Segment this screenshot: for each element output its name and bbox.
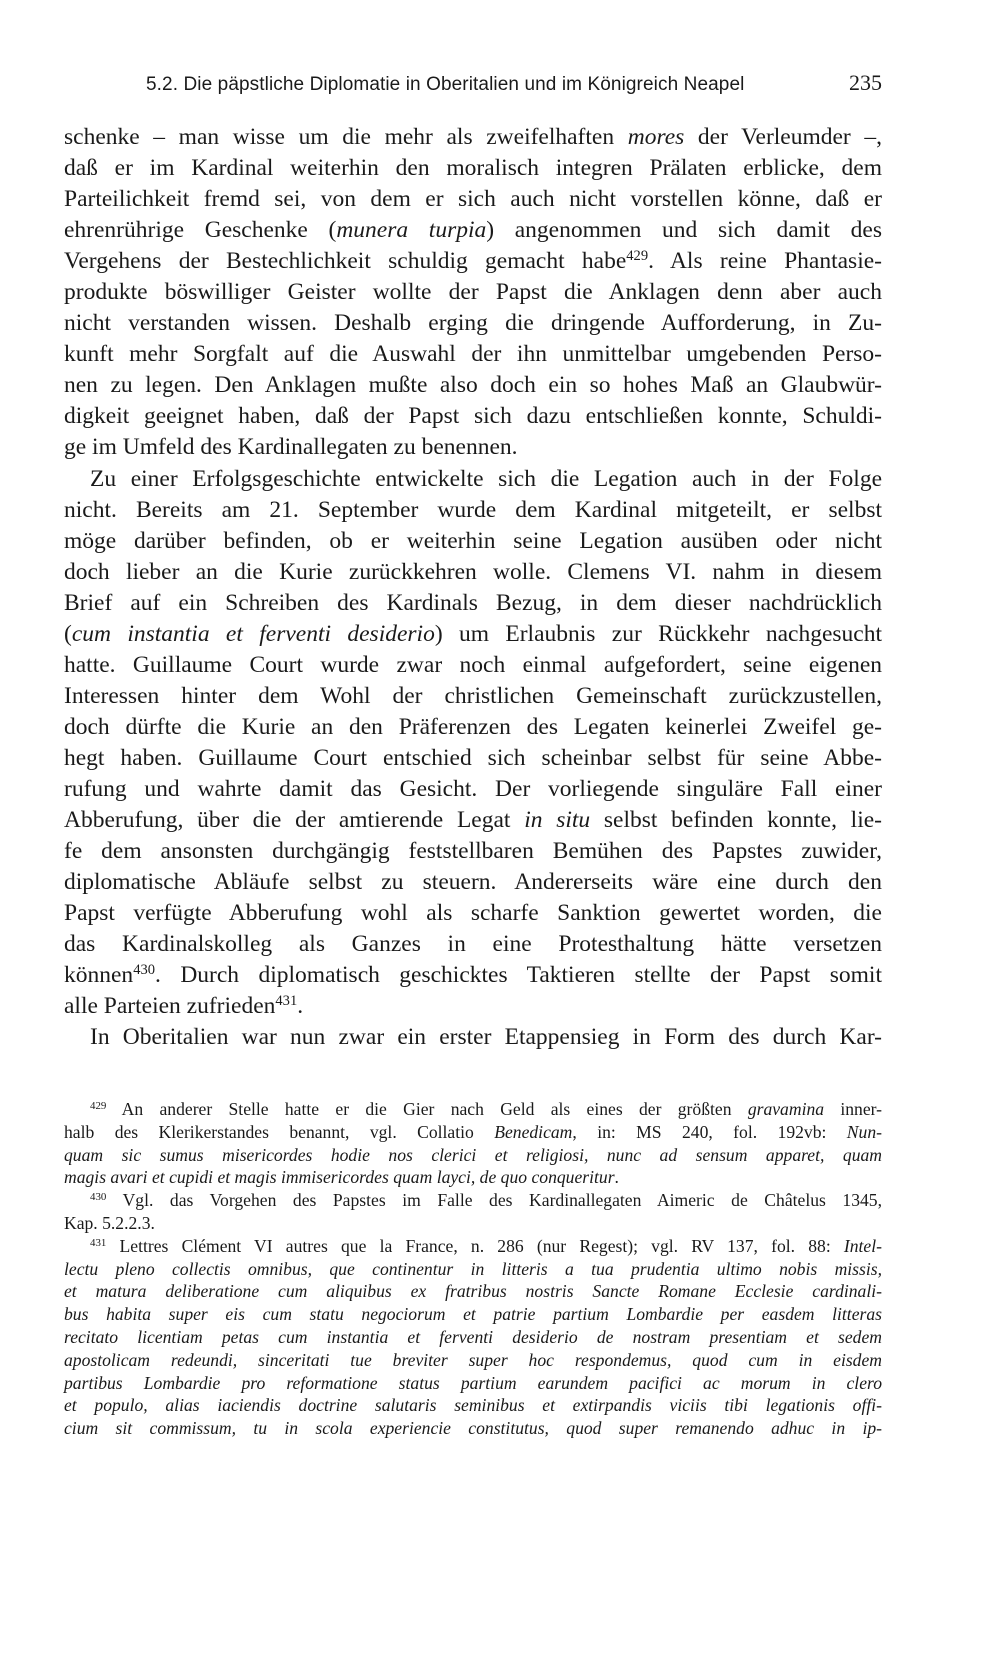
body-line [64, 526, 882, 557]
body-line [64, 557, 882, 588]
italic-text: Intel- [843, 1235, 882, 1256]
text-span: Kap. 5.2.2.3. [64, 1212, 155, 1233]
footnote-line [64, 1166, 882, 1189]
text-span: . Als reine Phantasie- [648, 248, 882, 275]
footnote-line [64, 1212, 882, 1235]
text-span: digkeit geeignet haben, daß der Papst sich dazu entschließen konnte, Schuldi- [64, 403, 882, 430]
text-span: . [614, 1167, 619, 1188]
footnote-marker: 430 [133, 962, 156, 979]
text-span: hatte. Guillaume Court wurde zwar noch einmal aufgefordert, seine eigenen [64, 651, 882, 678]
text-span: Vgl. das Vorgehen des Papstes im Falle des Kardinallegaten Aimeric de Châtelus 1345, [106, 1190, 882, 1211]
body-line [64, 339, 882, 370]
footnote-line [64, 1326, 882, 1349]
italic-text: bus habita super eis cum statu negociorum et patrie partium Lombardie per easdem litteras [64, 1304, 882, 1325]
body-line [64, 432, 882, 463]
text-span: In Oberitalien war nun zwar ein erster Etappensieg in Form des durch Kar- [90, 1024, 882, 1051]
footnote-line [64, 1189, 882, 1212]
body-line [64, 246, 882, 277]
body-line [64, 1022, 882, 1053]
text-span: Lettres Clément VI autres que la France, n. 286 (nur Regest); vgl. RV 137, fol. 88: [106, 1235, 844, 1256]
main-text [64, 122, 882, 1053]
text-span: ( [64, 620, 72, 647]
text-span: der Verleumder –, [684, 124, 883, 150]
text-span: Abberufung, über die der amtierende Legat [64, 807, 525, 834]
body-line [64, 464, 882, 495]
body-line [64, 681, 882, 712]
footnote-line [64, 1235, 882, 1258]
footnote-line [64, 1303, 882, 1326]
text-span: ge im Umfeld des Kardinallegaten zu benennen. [64, 434, 518, 461]
footnote-line [64, 1121, 882, 1144]
text-span: rufung und wahrte damit das Gesicht. Der vorliegende singuläre Fall einer [64, 775, 882, 802]
running-header [146, 66, 882, 106]
page-number: 235 [849, 70, 882, 95]
italic-text: magis avari et cupidi et magis immisericordes quam layci, de quo conqueritur [64, 1167, 615, 1188]
text-span: Parteilichkeit fremd sei, von dem er sich auch nicht vorstellen könne, daß er [64, 186, 882, 213]
italic-text: in situ [524, 807, 591, 834]
text-span: doch dürfte die Kurie an den Präferenzen des Legaten keinerlei Zweifel ge- [64, 713, 882, 740]
footnote-marker: 431 [90, 1236, 107, 1249]
italic-text: apostolicam redeundi, sinceritati tue breviter super hoc respondemus, quod cum in eisdem [64, 1349, 882, 1370]
footnote-line [64, 1417, 882, 1440]
text-span: , in: MS 240, fol. 192vb: [572, 1121, 847, 1142]
body-line [64, 619, 882, 650]
body-line [64, 308, 882, 339]
text-span: diplomatische Abläufe selbst zu steuern. Andererseits wäre eine durch den [64, 869, 882, 896]
footnote-marker: 430 [90, 1191, 107, 1204]
italic-text: recitato licentiam petas cum instantia et ferventi desiderio de nostram presentiam et sedem [64, 1326, 882, 1347]
body-line [64, 960, 882, 991]
italic-text: cum instantia et ferventi desiderio [71, 620, 435, 647]
footnotes [64, 1098, 882, 1440]
running-title: 5.2. Die päpstliche Diplomatie in Oberitalien und im Königreich Neapel [146, 74, 745, 95]
text-span: Zu einer Erfolgsgeschichte entwickelte sich die Legation auch in der Folge [90, 465, 882, 492]
text-span: schenke – man wisse um die mehr als zweifelhaften [64, 124, 628, 150]
italic-text: cium sit commissum, tu in scola experiencie constitutus, quod super remanendo adhuc in ip- [64, 1418, 882, 1439]
footnote-line [64, 1372, 882, 1395]
italic-text: Nun- [846, 1121, 882, 1142]
text-span: produkte böswilliger Geister wollte der Papst die Anklagen denn aber auch [64, 279, 882, 306]
text-span: nen zu legen. Den Anklagen mußte also doch ein so hohes Maß an Glaubwür- [64, 372, 882, 399]
italic-text: Benedicam [494, 1121, 573, 1142]
body-line [64, 184, 882, 215]
italic-text: et matura deliberatione cum aliquibus ex fratribus nostris Sancte Romane Ecclesie cardinali- [64, 1281, 882, 1302]
body-line [64, 712, 882, 743]
text-span: inner- [824, 1099, 883, 1119]
footnote-line [64, 1258, 882, 1281]
body-line [64, 836, 882, 867]
text-span: das Kardinalskolleg als Ganzes in eine Protesthaltung hätte versetzen [64, 931, 882, 958]
body-line [64, 495, 882, 526]
text-span: selbst befinden konnte, lie- [590, 807, 882, 834]
text-span: An anderer Stelle hatte er die Gier nach Geld als eines der größten [106, 1099, 748, 1119]
body-line [64, 401, 882, 432]
text-span: ) um Erlaubnis zur Rückkehr nachgesucht [434, 620, 882, 647]
text-span: hegt haben. Guillaume Court entschied sich scheinbar selbst für seine Abbe- [64, 744, 882, 771]
text-span: halb des Klerikerstandes benannt, vgl. Collatio [64, 1121, 495, 1142]
body-line [64, 805, 882, 836]
footnote-marker: 431 [275, 993, 298, 1010]
italic-text: lectu pleno collectis omnibus, que continentur in litteris a tua prudentia ultimo nobis missis, [64, 1258, 882, 1279]
body-line [64, 929, 882, 960]
italic-text: mores [627, 124, 685, 150]
footnote-line [64, 1280, 882, 1303]
text-span: Interessen hinter dem Wohl der christlichen Gemeinschaft zurückzustellen, [64, 682, 882, 709]
body-line [64, 277, 882, 308]
body-line [64, 867, 882, 898]
footnote-line [64, 1394, 882, 1417]
text-span: Brief auf ein Schreiben des Kardinals Bezug, in dem dieser nachdrücklich [64, 589, 882, 616]
body-line [64, 650, 882, 681]
body-line [64, 991, 882, 1022]
text-span: . Durch diplomatisch geschicktes Taktieren stellte der Papst somit [155, 962, 882, 989]
italic-text: gravamina [747, 1099, 825, 1119]
text-span: alle Parteien zufrieden [64, 993, 276, 1020]
footnote-line [64, 1098, 882, 1121]
body-line [64, 122, 882, 153]
body-line [64, 370, 882, 401]
italic-text: partibus Lombardie pro reformatione status partium earundem pacifici ac morum in clero [64, 1372, 882, 1393]
footnote-line [64, 1349, 882, 1372]
text-span: daß er im Kardinal weiterhin den moralisch integren Prälaten erblicke, dem [64, 155, 882, 182]
text-span: fe dem ansonsten durchgängig feststellbaren Bemühen des Papstes zuwider, [64, 838, 882, 865]
italic-text: et populo, alias iaciendis doctrine salutaris seminibus et extirpandis viciis tibi legationis offi- [64, 1395, 882, 1416]
text-span: Vergehens der Bestechlichkeit schuldig gemacht habe [64, 248, 627, 275]
body-line [64, 898, 882, 929]
body-line [64, 743, 882, 774]
text-span: Papst verfügte Abberufung wohl als scharfe Sanktion gewertet worden, die [64, 900, 882, 927]
text-span: . [297, 993, 304, 1020]
text-span: ehrenrührige Geschenke ( [64, 217, 337, 244]
footnote-marker: 429 [90, 1100, 107, 1112]
footnote-marker: 429 [626, 248, 649, 265]
text-span: doch lieber an die Kurie zurückkehren wolle. Clemens VI. nahm in diesem [64, 558, 882, 585]
text-span: können [64, 962, 134, 989]
body-line [64, 215, 882, 246]
text-span: nicht verstanden wissen. Deshalb erging die dringende Aufforderung, in Zu- [64, 310, 882, 337]
body-line [64, 774, 882, 805]
body-line [64, 588, 882, 619]
italic-text: munera turpia [336, 217, 487, 244]
text-span: kunft mehr Sorgfalt auf die Auswahl der ihn unmittelbar umgebenden Perso- [64, 341, 882, 368]
text-span: ) angenommen und sich damit des [486, 217, 883, 244]
italic-text: quam sic sumus misericordes hodie nos clerici et religiosi, nunc ad sensum apparet, quam [64, 1144, 882, 1165]
text-span: möge darüber befinden, ob er weiterhin seine Legation ausüben oder nicht [64, 527, 882, 554]
text-span: nicht. Bereits am 21. September wurde dem Kardinal mitgeteilt, er selbst [64, 496, 882, 523]
footnote-line [64, 1144, 882, 1167]
body-line [64, 153, 882, 184]
